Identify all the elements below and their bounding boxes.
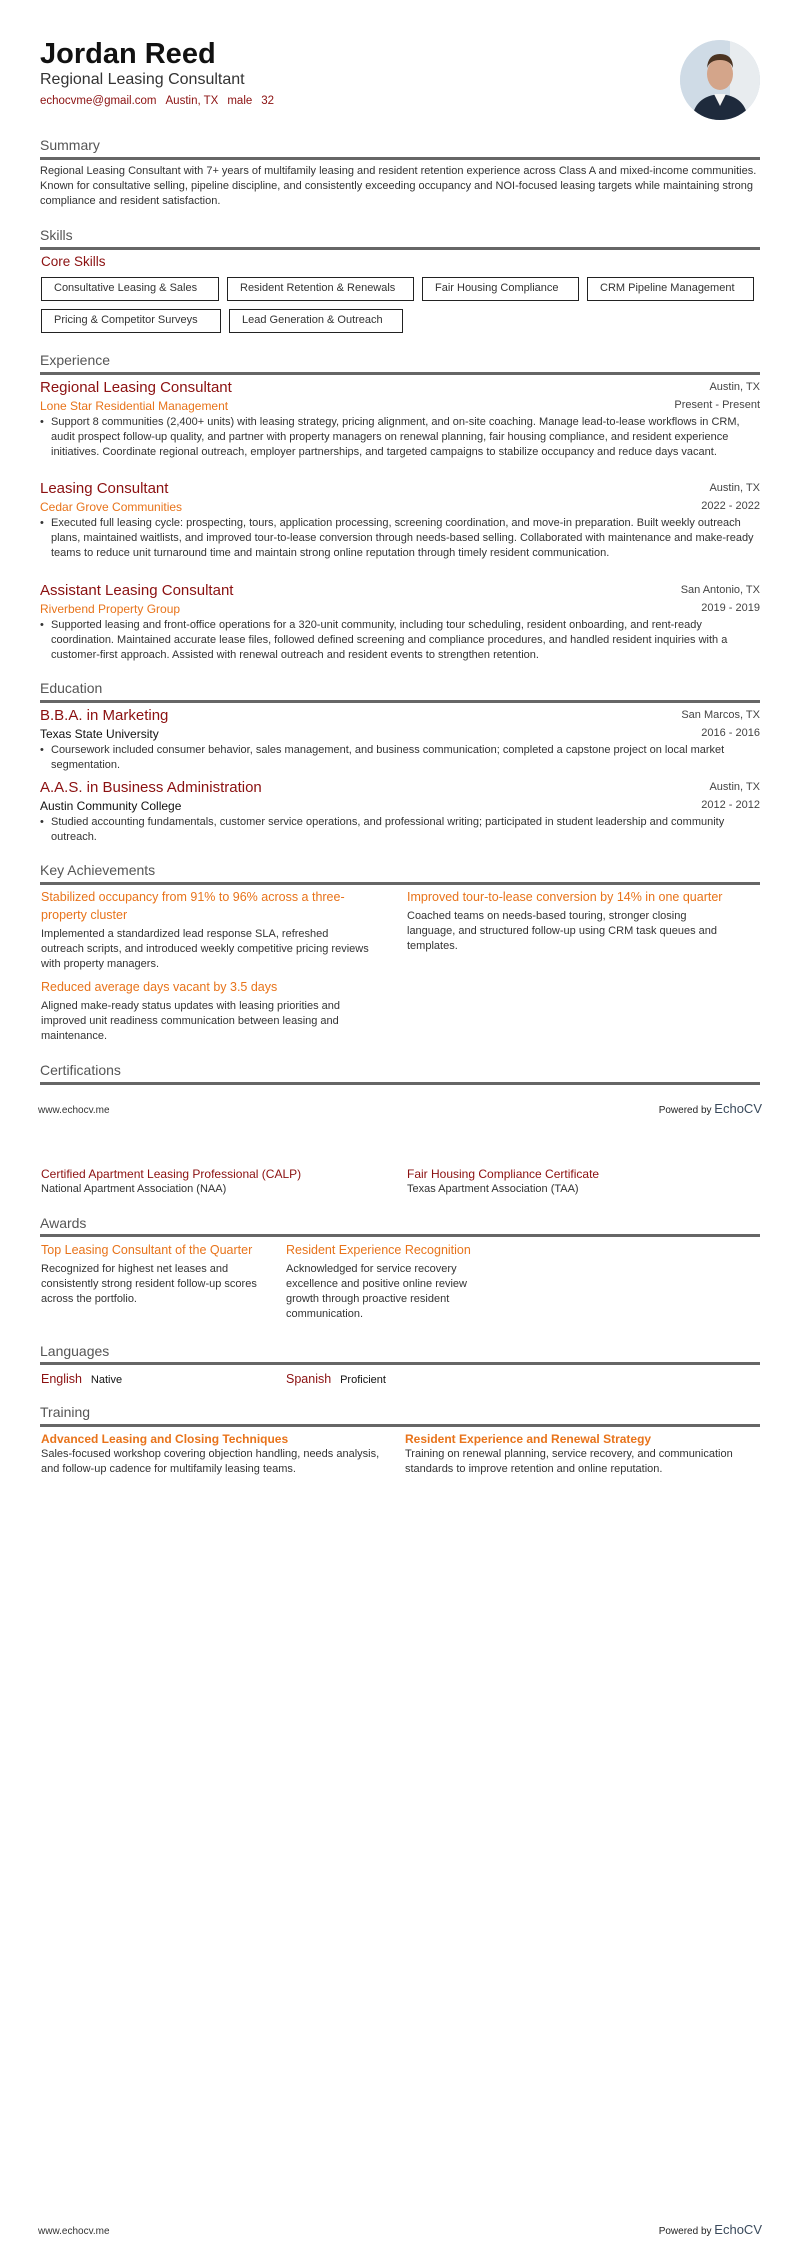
- job-bullet: • Support 8 communities (2,400+ units) with leasing strategy, pricing alignment, and on-site coaching. Manage lead-to-lease workflows in CRM, audit prospect follow-up quality, and partner with property managers on renewal planning, fair housing compliance, and resident experience initiatives. Coordinate regional outreach, employer partnerships, and targeted campaigns to stabilize occupancy and reduce days vacant.: [40, 415, 760, 460]
- education-dates: 2016 - 2016: [701, 727, 760, 739]
- location: Austin, TX: [165, 95, 219, 107]
- school-location: Austin, TX: [709, 781, 760, 793]
- job-dates: 2019 - 2019: [701, 602, 760, 614]
- job-title: Assistant Leasing Consultant: [40, 582, 234, 599]
- company: Cedar Grove Communities: [40, 500, 183, 514]
- award-title: Resident Experience Recognition: [286, 1243, 471, 1257]
- language-name: English: [41, 1372, 82, 1386]
- section-heading-experience: Experience: [40, 352, 111, 368]
- section-heading-education: Education: [40, 680, 103, 696]
- school: Texas State University: [40, 727, 159, 741]
- job-dates: 2022 - 2022: [701, 500, 760, 512]
- divider: [40, 1234, 760, 1237]
- education-entry: [40, 779, 760, 845]
- section-heading-skills: Skills: [40, 227, 73, 243]
- section-heading-awards: Awards: [40, 1215, 87, 1231]
- experience-entry: [40, 379, 760, 460]
- certification-issuer: National Apartment Association (NAA): [41, 1183, 227, 1195]
- experience-entry: [40, 480, 760, 561]
- job-title: Regional Leasing Consultant: [40, 379, 232, 396]
- company: Riverbend Property Group: [40, 602, 181, 616]
- experience-entry: [40, 582, 760, 663]
- certification-item: [41, 1166, 301, 1197]
- profile-photo: [680, 40, 760, 120]
- achievement-title: Improved tour-to-lease conversion by 14% in one quarter: [407, 890, 723, 904]
- award-desc: Recognized for highest net leases and consistently strong resident follow-up scores across the portfolio.: [41, 1263, 257, 1305]
- job-location: Austin, TX: [709, 482, 760, 494]
- achievement-title: Stabilized occupancy from 91% to 96% across a three-property cluster: [41, 890, 345, 922]
- divider: [40, 372, 760, 375]
- education-entry: [40, 707, 760, 773]
- language-item: [286, 1370, 386, 1388]
- candidate-title: Regional Leasing Consultant: [40, 71, 245, 88]
- degree: B.B.A. in Marketing: [40, 707, 169, 724]
- training-item: [405, 1431, 765, 1477]
- candidate-name: Jordan Reed: [40, 38, 216, 70]
- divider: [40, 882, 760, 885]
- footer-site-link[interactable]: www.echocv.me: [38, 2226, 110, 2237]
- school: Austin Community College: [40, 799, 182, 813]
- skill-tag: Lead Generation & Outreach: [229, 309, 403, 333]
- education-dates: 2012 - 2012: [701, 799, 760, 811]
- achievement-item: [407, 888, 760, 954]
- brand-logo: EchoCV: [714, 1101, 762, 1116]
- powered-by-label: Powered by: [658, 1105, 712, 1116]
- summary-text: Regional Leasing Consultant with 7+ years of multifamily leasing and resident retention experience across Class A and mixed-income communities. Known for consultative selling, pipeline discipline, and consistently exceeding occupancy and NOI-focused leasing targets while maintaining strong compliance and resident satisfaction.: [40, 165, 757, 207]
- section-heading-certifications: Certifications: [40, 1062, 121, 1078]
- certification-issuer: Texas Apartment Association (TAA): [407, 1183, 579, 1195]
- achievement-item: [41, 978, 376, 1044]
- award-item: [41, 1242, 261, 1307]
- job-bullet: • Supported leasing and front-office operations for a 320-unit community, including tour scheduling, resident onboarding, and rent-ready coordination. Maintained accurate lease files, followed defined screening and compliance procedures, and handled resident inquiries with a customer-first approach. Assisted with renewal outreach and resident events to strengthen retention.: [40, 618, 760, 663]
- job-dates: Present - Present: [674, 399, 760, 411]
- job-location: San Antonio, TX: [680, 584, 760, 596]
- achievement-item: [41, 888, 371, 972]
- divider: [40, 1362, 760, 1365]
- certification-name: Certified Apartment Leasing Professional (CALP): [41, 1167, 302, 1181]
- section-heading-achievements: Key Achievements: [40, 862, 156, 878]
- training-desc: Training on renewal planning, service recovery, and communication standards to improve retention and online reputation.: [405, 1448, 733, 1475]
- job-title: Leasing Consultant: [40, 480, 169, 497]
- divider: [40, 1082, 760, 1085]
- footer-site-link[interactable]: www.echocv.me: [38, 1105, 110, 1116]
- training-title: Advanced Leasing and Closing Techniques: [41, 1432, 289, 1446]
- gender: male: [227, 95, 253, 107]
- degree: A.A.S. in Business Administration: [40, 779, 262, 796]
- divider: [40, 247, 760, 250]
- training-item: [41, 1431, 391, 1477]
- skill-tag: CRM Pipeline Management: [587, 277, 754, 301]
- certification-item: [407, 1166, 599, 1197]
- divider: [40, 1424, 760, 1427]
- training-title: Resident Experience and Renewal Strategy: [405, 1432, 652, 1446]
- education-bullet: • Studied accounting fundamentals, customer service operations, and professional writing; participated in student leadership and community outreach.: [40, 815, 760, 845]
- job-bullet: • Executed full leasing cycle: prospecting, tours, application processing, screening coordination, and move-in preparation. Built weekly outreach plans, maintained waitlists, and improved tour-to-lease conversion through needs-based selling. Collaborated with maintenance and make-ready teams to reduce unit turnaround time and maintain strong online reputation through timely resident communication.: [40, 516, 760, 561]
- powered-by: [659, 2222, 762, 2237]
- brand-logo: EchoCV: [714, 2222, 762, 2237]
- award-desc: Acknowledged for service recovery excellence and positive online review growth through proactive resident communication.: [286, 1263, 467, 1320]
- skill-tag: Pricing & Competitor Surveys: [41, 309, 221, 333]
- skill-tag: Resident Retention & Renewals: [227, 277, 414, 301]
- training-desc: Sales-focused workshop covering objection handling, needs analysis, and follow-up cadence for multifamily leasing teams.: [41, 1448, 380, 1475]
- contact-info: [40, 95, 283, 107]
- section-heading-summary: Summary: [40, 137, 100, 153]
- achievement-desc: Aligned make-ready status updates with leasing priorities and improved unit readiness communication between leasing and maintenance.: [41, 1000, 340, 1042]
- certification-name: Fair Housing Compliance Certificate: [407, 1167, 600, 1181]
- skill-tag: Fair Housing Compliance: [422, 277, 579, 301]
- award-title: Top Leasing Consultant of the Quarter: [41, 1243, 253, 1257]
- language-level: Native: [90, 1374, 123, 1386]
- email[interactable]: echocvme@gmail.com: [40, 95, 157, 107]
- divider: [40, 700, 760, 703]
- age: 32: [261, 95, 275, 107]
- company: Lone Star Residential Management: [40, 399, 229, 413]
- language-item: [41, 1370, 122, 1388]
- skill-group-title: Core Skills: [41, 254, 106, 269]
- achievement-desc: Implemented a standardized lead response SLA, refreshed outreach scripts, and introduced weekly competitive pricing reviews with property managers.: [41, 928, 369, 970]
- award-item: [286, 1242, 496, 1322]
- job-location: Austin, TX: [709, 381, 760, 393]
- divider: [40, 157, 760, 160]
- achievement-desc: Coached teams on needs-based touring, stronger closing language, and structured follow-up using CRM task queues and templates.: [407, 910, 718, 952]
- skill-tag: Consultative Leasing & Sales: [41, 277, 219, 301]
- language-level: Proficient: [340, 1374, 386, 1386]
- school-location: San Marcos, TX: [681, 709, 760, 721]
- powered-by-label: Powered by: [658, 2226, 712, 2237]
- section-heading-training: Training: [40, 1404, 91, 1420]
- language-name: Spanish: [286, 1372, 332, 1386]
- education-bullet: • Coursework included consumer behavior, sales management, and business communication; completed a capstone project on local market segmentation.: [40, 743, 760, 773]
- achievement-title: Reduced average days vacant by 3.5 days: [41, 980, 278, 994]
- section-heading-languages: Languages: [40, 1343, 110, 1359]
- powered-by: [659, 1101, 762, 1116]
